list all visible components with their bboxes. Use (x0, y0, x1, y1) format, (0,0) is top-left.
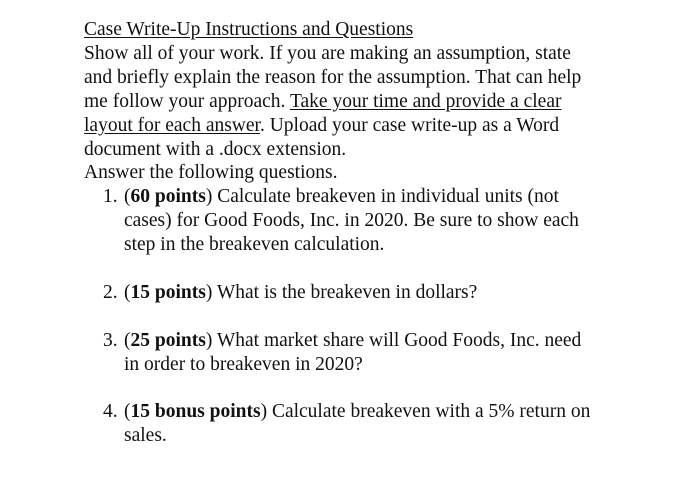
question-text: What is the breakeven in dollars? (212, 281, 478, 303)
paren: ) (205, 186, 213, 208)
question-text: in order to breakeven in 2020? (124, 353, 363, 375)
instructions-text: me follow your approach. (84, 90, 290, 112)
instructions-text: . Upload your case write-up as a Word (259, 114, 560, 136)
question-number: 1. (103, 186, 118, 208)
question-number: 2. (103, 281, 118, 303)
question-points: 25 points (130, 329, 206, 351)
document-body (84, 18, 664, 448)
page-title: Case Write-Up Instructions and Questions (84, 19, 414, 40)
paren: ) (205, 329, 213, 351)
question-text: step in the breakeven calculation. (124, 234, 385, 256)
question-number: 4. (103, 401, 118, 423)
emphasis-text: Take your time and provide a clear (289, 90, 562, 112)
question-text: Calculate breakeven with a 5% return on (267, 401, 591, 423)
paren: ( (124, 401, 131, 423)
instructions-line-4 (84, 114, 664, 138)
questions-list (84, 185, 664, 448)
paren: ) (205, 281, 213, 303)
emphasis-text: layout for each answer (84, 114, 260, 136)
paren: ( (124, 281, 131, 303)
question-text: cases) for Good Foods, Inc. in 2020. Be sure to show each (124, 210, 579, 232)
question-points: 60 points (130, 186, 206, 208)
question-points: 15 bonus points (130, 401, 261, 423)
question-item (84, 329, 664, 377)
question-text: sales. (124, 425, 167, 447)
instructions-line-1: Show all of your work. If you are making an assumption, state (84, 42, 571, 64)
question-item (84, 281, 664, 305)
questions-lead-in: Answer the following questions. (84, 162, 338, 184)
paren: ) (260, 401, 268, 423)
instructions-line-2: and briefly explain the reason for the assumption. That can help (84, 66, 582, 88)
instructions-line-5: document with a .docx extension. (84, 138, 347, 160)
question-points: 15 points (130, 281, 206, 303)
instructions-paragraph (84, 42, 664, 162)
paren: ( (124, 186, 131, 208)
instructions-line-3 (84, 90, 664, 114)
paren: ( (124, 329, 131, 351)
question-text: Calculate breakeven in individual units (not (212, 186, 559, 208)
question-item (84, 400, 664, 448)
question-text: What market share will Good Foods, Inc. need (212, 329, 582, 351)
question-item (84, 185, 664, 257)
question-number: 3. (103, 329, 118, 351)
